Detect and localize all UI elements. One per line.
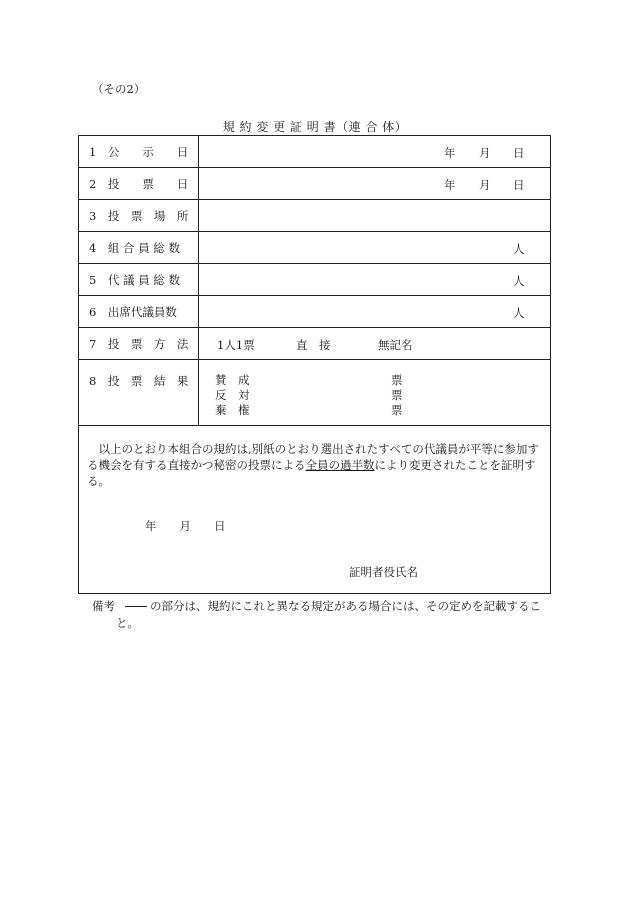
month-label: 月 [479, 178, 491, 192]
remark-text: の部分は、規約にこれと異なる規定がある場合には、その定めを記載するこ [150, 599, 541, 613]
row-total-delegates [79, 264, 550, 296]
row-label: 4 組 合 員 総 数 [89, 240, 180, 255]
row-announcement-date [79, 136, 550, 168]
method-one-vote: 1人1票 [217, 338, 255, 352]
unit-label: 人 [513, 306, 525, 320]
row-label: 7 投 票 方 法 [89, 336, 189, 351]
row-voting-method [79, 328, 550, 360]
row-label: 3 投 票 場 所 [89, 208, 189, 223]
result-oppose-unit: 票 [391, 388, 403, 402]
row-voting-date [79, 168, 550, 200]
result-abstain-unit: 票 [391, 403, 403, 417]
declaration-underlined: 全員の過半数 [305, 458, 375, 472]
year-label: 年 [444, 178, 456, 192]
subtitle-note: （その2） [92, 82, 146, 96]
method-secret: 無記名 [378, 338, 413, 352]
certification-date: 年 月 日 [145, 519, 226, 533]
month-label: 月 [479, 146, 491, 160]
year-label: 年 [444, 146, 456, 160]
result-approve-unit: 票 [391, 373, 403, 387]
row-total-members [79, 232, 550, 264]
row-label: 8 投 票 結 果 [89, 374, 189, 388]
result-oppose-label: 反 対 [215, 388, 250, 402]
remark-text-continued: と。 [116, 616, 139, 630]
row-label: 6 出席代議員数 [89, 304, 177, 319]
document-title: 規 約 変 更 証 明 書（連 合 体） [222, 120, 408, 134]
row-attending-delegates [79, 296, 550, 328]
method-direct: 直 接 [296, 338, 331, 352]
result-approve-label: 賛 成 [215, 373, 250, 387]
remark-label: 備考 [92, 599, 115, 613]
declaration-before: 以上のとおり本組合の規約は,別紙のとおり選出されたすべての代議員が平等に参加する機会を有する直接かつ秘密の投票による [87, 442, 539, 472]
underline-placeholder [125, 606, 147, 607]
row-voting-place [79, 200, 550, 232]
row-label: 5 代 議 員 総 数 [89, 272, 180, 287]
row-label: 1 公 示 日 [89, 144, 189, 159]
certifier-name-label: 証明者役氏名 [349, 565, 418, 579]
unit-label: 人 [513, 274, 525, 288]
certificate-table [78, 135, 551, 594]
remark-note [92, 598, 552, 632]
declaration-after: により変更されたことを証明する。 [87, 458, 536, 488]
result-abstain-label: 棄 権 [215, 403, 250, 417]
day-label: 日 [513, 146, 525, 160]
day-label: 日 [513, 178, 525, 192]
row-label: 2 投 票 日 [89, 176, 189, 191]
unit-label: 人 [513, 242, 525, 256]
declaration-text [87, 441, 544, 489]
row-voting-results [79, 360, 550, 426]
